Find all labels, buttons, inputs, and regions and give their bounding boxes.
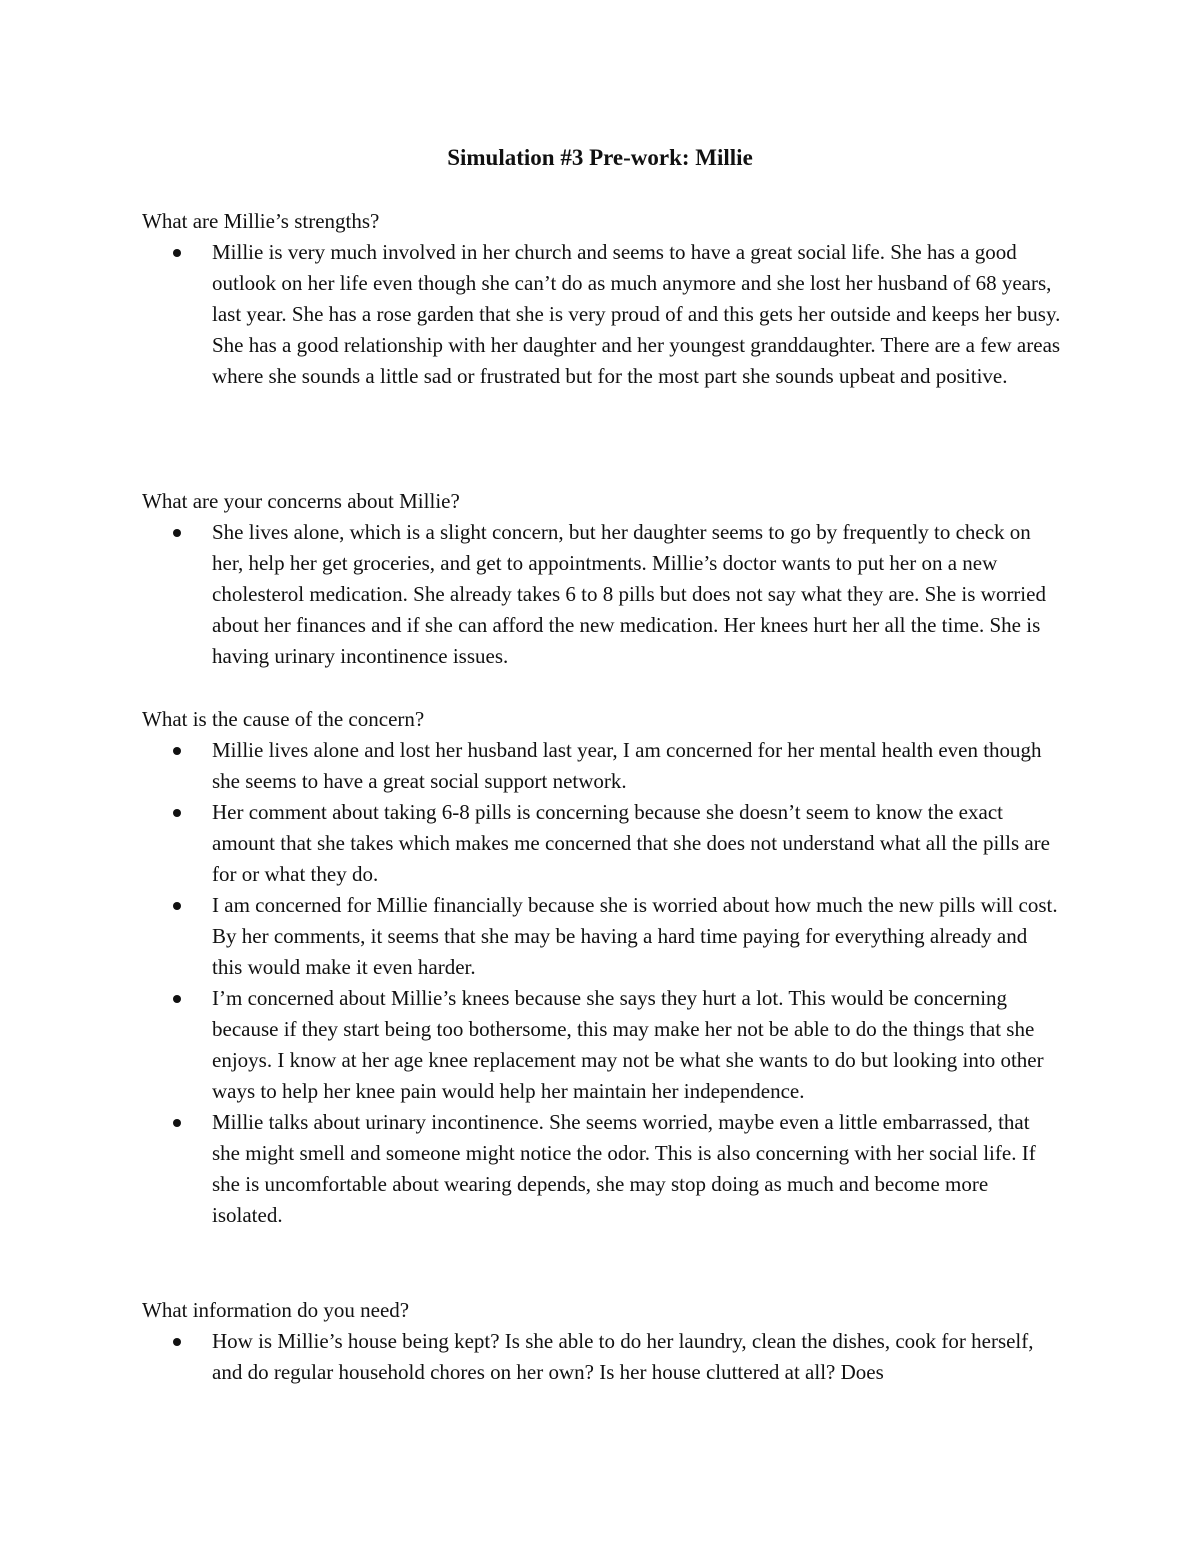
bullet-text: Millie lives alone and lost her husband last year, I am concerned for her mental health even though she seems to have a great social support network. — [212, 738, 1042, 793]
bullet-text: I am concerned for Millie financially because she is worried about how much the new pills will cost. By her comments, it seems that she may be having a hard time paying for everything already and this would make it even harder. — [212, 893, 1058, 979]
document-title: Simulation #3 Pre-work: Millie — [447, 145, 753, 170]
bullet-text: How is Millie’s house being kept? Is she able to do her laundry, clean the dishes, cook for herself, and do regular household chores on her own? Is her house cluttered at all? Does — [212, 1329, 1034, 1384]
bullet-text: She lives alone, which is a slight concern, but her daughter seems to go by frequently to check on her, help her get groceries, and get to appointments. Millie’s doctor wants to put her on a new cholesterol medication. She already takes 6 to 8 pills but does not say what they are. She is worried about her finances and if she can afford the new medication. Her knees hurt her all the time. She is having urinary incontinence issues. — [212, 520, 1046, 668]
section-concerns — [142, 486, 1062, 672]
list-item — [142, 890, 1062, 983]
list-item — [142, 735, 1062, 797]
bullet-text: Her comment about taking 6-8 pills is concerning because she doesn’t seem to know the exact amount that she takes which makes me concerned that she does not understand what all the pills are for or what they do. — [212, 800, 1051, 886]
bullet-list-concerns — [142, 517, 1062, 672]
question-strengths: What are Millie’s strengths? — [142, 209, 380, 233]
section-information — [142, 1295, 1062, 1388]
question-cause: What is the cause of the concern? — [142, 707, 425, 731]
list-item — [142, 1107, 1062, 1231]
bullet-list-information — [142, 1326, 1062, 1388]
bullet-text: I’m concerned about Millie’s knees because she says they hurt a lot. This would be concerning because if they start being too bothersome, this may make her not be able to do the things that she enjoys. I know at her age knee replacement may not be what she wants to do but looking into other ways to help her knee pain would help her maintain her independence. — [212, 986, 1044, 1103]
bullet-icon — [173, 1338, 181, 1346]
question-information: What information do you need? — [142, 1298, 410, 1322]
bullet-icon — [173, 747, 181, 755]
bullet-icon — [173, 249, 181, 257]
bullet-icon — [173, 809, 181, 817]
section-cause — [142, 704, 1062, 1231]
section-strengths — [142, 206, 1062, 392]
list-item — [142, 1326, 1062, 1388]
list-item — [142, 797, 1062, 890]
bullet-icon — [173, 1119, 181, 1127]
question-concerns: What are your concerns about Millie? — [142, 489, 460, 513]
bullet-icon — [173, 529, 181, 537]
bullet-list-cause — [142, 735, 1062, 1231]
list-item — [142, 517, 1062, 672]
bullet-icon — [173, 995, 181, 1003]
bullet-text: Millie is very much involved in her church and seems to have a great social life. She has a good outlook on her life even though she can’t do as much anymore and she lost her husband of 68 years, last year. She has a rose garden that she is very proud of and this gets her outside and keeps her busy. She has a good relationship with her daughter and her youngest granddaughter. There are a few areas where she sounds a little sad or frustrated but for the most part she sounds upbeat and positive. — [212, 240, 1061, 388]
bullet-text: Millie talks about urinary incontinence. She seems worried, maybe even a little embarrassed, that she might smell and someone might notice the odor. This is also concerning with her social life. If she is uncomfortable about wearing depends, she may stop doing as much and become more isolated. — [212, 1110, 1036, 1227]
list-item — [142, 983, 1062, 1107]
bullet-icon — [173, 902, 181, 910]
bullet-list-strengths — [142, 237, 1062, 392]
list-item — [142, 237, 1062, 392]
